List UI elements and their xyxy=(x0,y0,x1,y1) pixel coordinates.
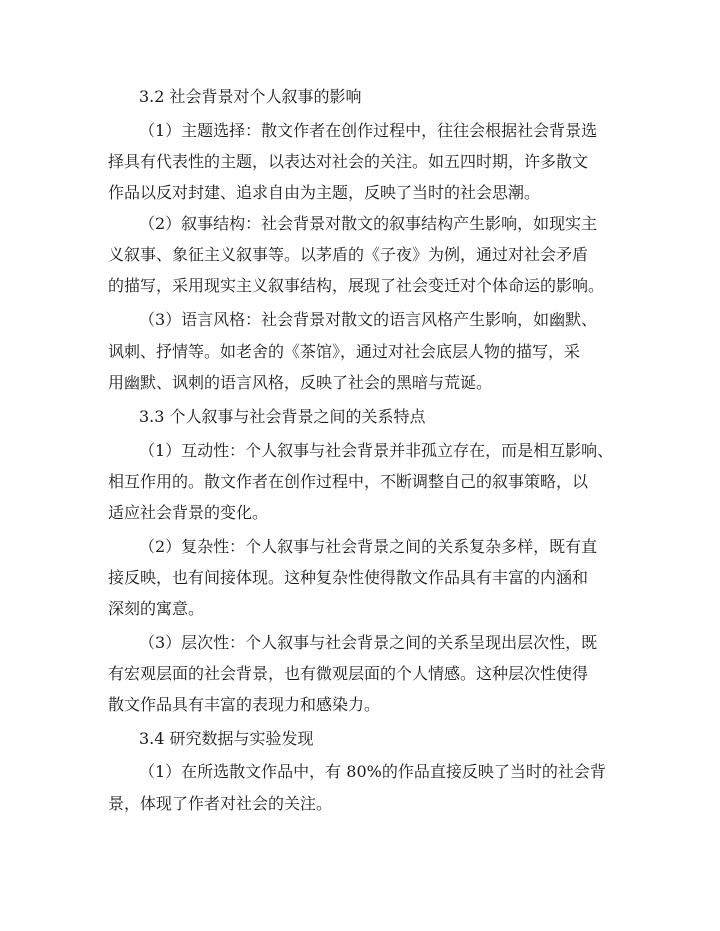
paragraph-line: 的描写，采用现实主义叙事结构，展现了社会变迁对个体命运的影响。 xyxy=(108,276,605,295)
paragraph-line: 散文作品具有丰富的表现力和感染力。 xyxy=(108,695,381,714)
paragraph-line: 有宏观层面的社会背景，也有微观层面的个人情感。这种层次性使得 xyxy=(108,664,589,683)
paragraph-line: （1）主题选择：散文作者在创作过程中，往往会根据社会背景选 xyxy=(139,121,598,140)
paragraph-line: 相互作用的。散文作者在创作过程中，不断调整自己的叙事策略，以 xyxy=(108,472,589,491)
paragraph-line: （1）在所选散文作品中，有 80%的作品直接反映了当时的社会背 xyxy=(139,762,606,781)
paragraph-line: 接反映，也有间接体现。这种复杂性使得散文作品具有丰富的内涵和 xyxy=(108,568,589,587)
paragraph-line: 用幽默、讽刺的语言风格，反映了社会的黑暗与荒诞。 xyxy=(108,373,493,392)
paragraph-line: （1）互动性：个人叙事与社会背景并非孤立存在，而是相互影响、 xyxy=(139,441,614,460)
section-heading-3-3: 3.3 个人叙事与社会背景之间的关系特点 xyxy=(139,407,426,426)
section-heading-3-2: 3.2 社会背景对个人叙事的影响 xyxy=(139,87,362,106)
section-heading-3-4: 3.4 研究数据与实验发现 xyxy=(139,729,314,748)
paragraph-line: 讽刺、抒情等。如老舍的《茶馆》，通过对社会底层人物的描写，采 xyxy=(108,342,581,361)
paragraph-line: 适应社会背景的变化。 xyxy=(108,503,269,522)
paragraph-line: （3）语言风格：社会背景对散文的语言风格产生影响，如幽默、 xyxy=(139,310,598,329)
paragraph-line: （2）叙事结构：社会背景对散文的叙事结构产生影响，如现实主 xyxy=(139,214,598,233)
paragraph-line: 义叙事、象征主义叙事等。以茅盾的《子夜》为例，通过对社会矛盾 xyxy=(108,245,589,264)
paragraph-line: 作品以反对封建、追求自由为主题，反映了当时的社会思潮。 xyxy=(108,183,541,202)
paragraph-line: 择具有代表性的主题，以表达对社会的关注。如五四时期，许多散文 xyxy=(108,152,589,171)
paragraph-line: 深刻的寓意。 xyxy=(108,599,205,618)
paragraph-line: 景，体现了作者对社会的关注。 xyxy=(108,794,333,813)
paragraph-line: （2）复杂性：个人叙事与社会背景之间的关系复杂多样，既有直 xyxy=(139,537,598,556)
paragraph-line: （3）层次性：个人叙事与社会背景之间的关系呈现出层次性，既 xyxy=(139,633,598,652)
